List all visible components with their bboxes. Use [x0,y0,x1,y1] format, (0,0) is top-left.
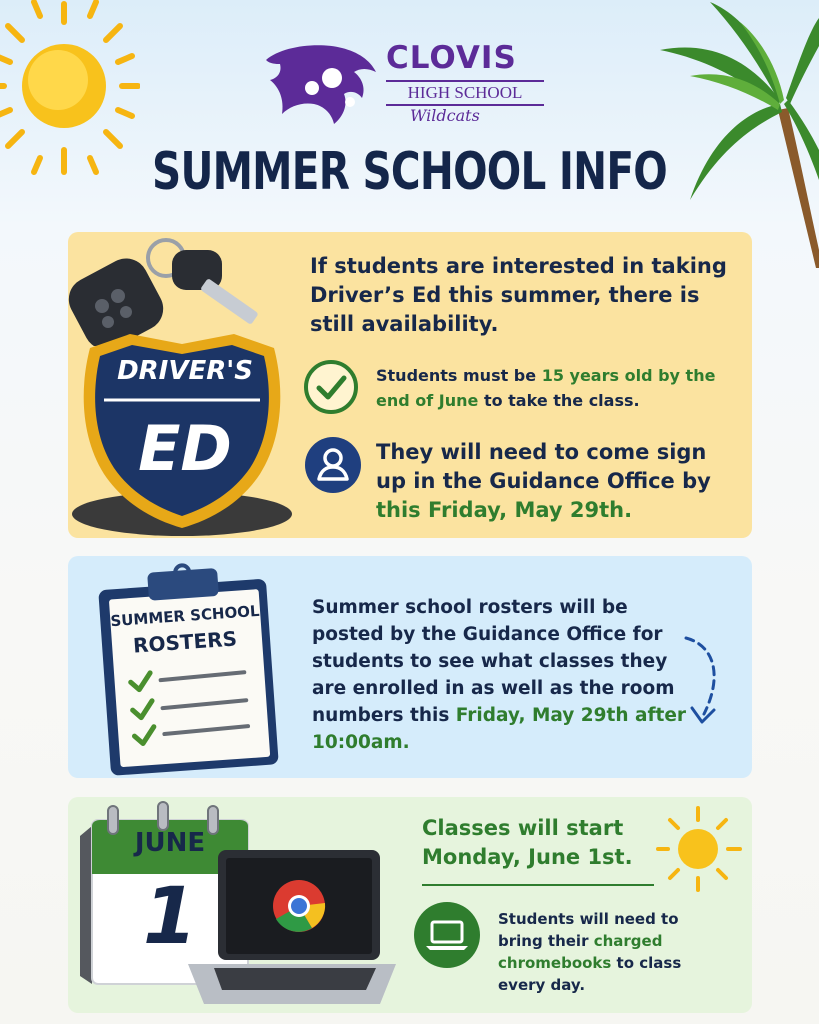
clipboard-icon [96,560,286,776]
page-title: SUMMER SCHOOL INFO [152,142,667,202]
drivers-ed-badge-line1: DRIVER'S [117,356,253,386]
logo-mascot: Wildcats [410,106,480,125]
drivers-ed-signup [376,438,726,525]
chromebook-requirement [498,908,728,996]
clipboard-line2: ROSTERS [132,626,238,658]
calendar-day: 1 [142,872,198,962]
dashed-arrow-icon [682,630,732,730]
logo-school-type: HIGH SCHOOL [386,80,544,106]
calendar-month: JUNE [134,828,206,858]
chromebook-icon [180,846,402,1014]
rosters-text-pre: Summer school rosters will be posted by the Guidance Office for students to see what classes they are enrolled in as well as the room numbers this [312,597,675,726]
chrome-text-post: to class every day. [498,954,682,994]
wildcat-logo-icon [262,42,380,126]
signup-highlight: this Friday, May 29th. [376,498,633,522]
rosters-description [312,594,692,756]
chrome-text-pre: Students will need to bring their [498,910,679,950]
drivers-ed-intro: If students are interested in taking Driver’s Ed this summer, there is still availability. [310,254,727,336]
rosters-highlight: Friday, May 29th after 10:00am. [312,705,687,753]
logo-school-name: CLOVIS [386,40,517,76]
drivers-ed-age-requirement [376,363,736,413]
check-circle-icon [304,360,358,414]
age-text-pre: Students must be [376,366,542,385]
age-highlight: 15 years old by the end of June [376,366,716,410]
age-text-post: to take the class. [478,391,640,410]
palm-tree-icon [650,0,819,270]
clipboard-line1: SUMMER SCHOOL [109,601,261,631]
signup-text-pre: They will need to come sign up in the Guidance Office by [376,440,711,493]
laptop-icon [414,902,480,968]
user-icon [305,437,361,493]
chrome-highlight: charged chromebooks [498,932,663,972]
divider [422,884,654,886]
classes-start-text: Classes will start Monday, June 1st. [422,816,633,869]
drivers-ed-badge-line2: ED [138,412,232,485]
